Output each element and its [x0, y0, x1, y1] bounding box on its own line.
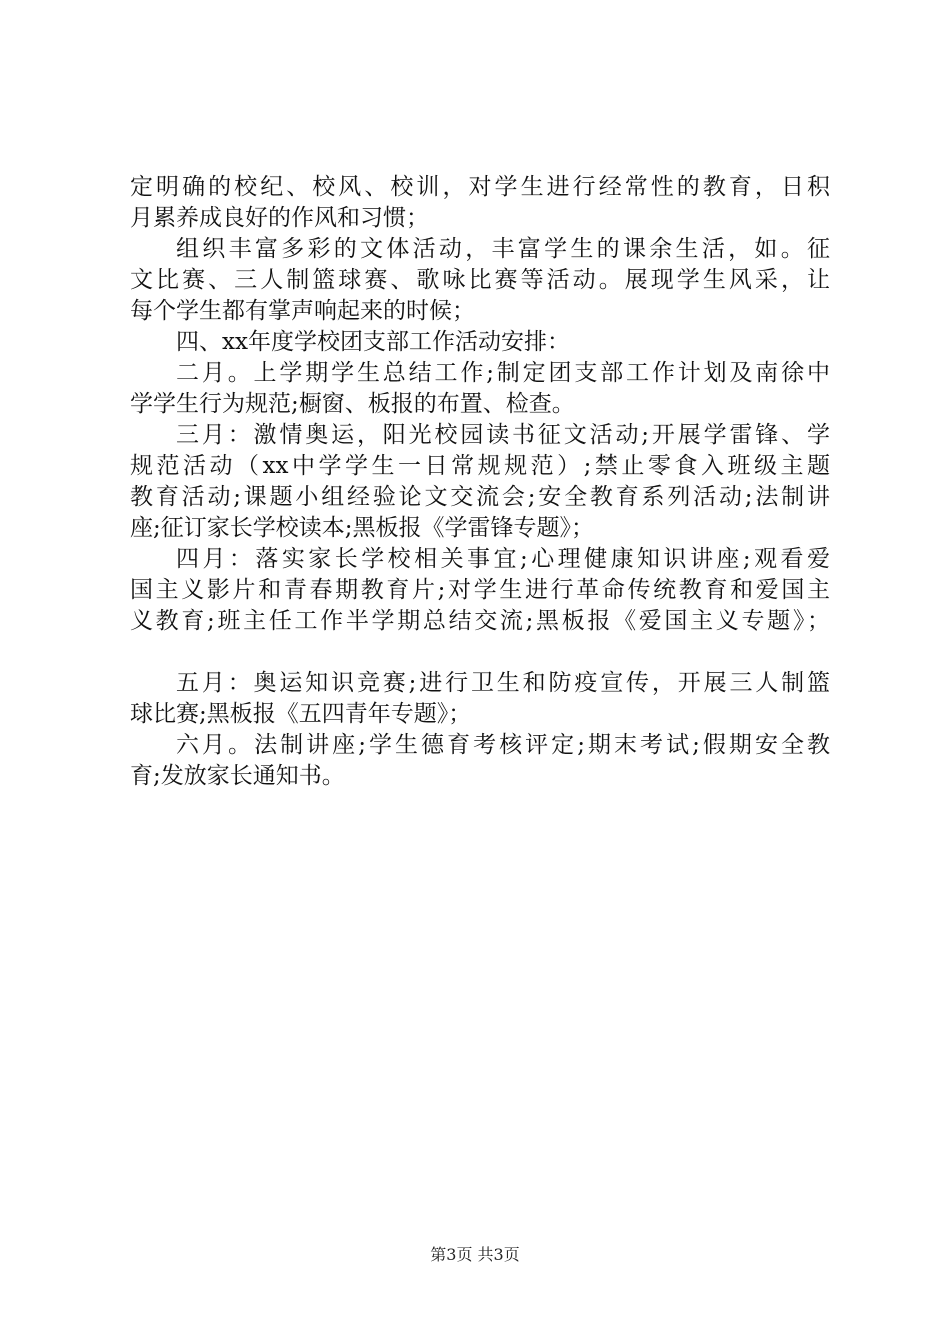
- body-line: 三月：激情奥运，阳光校园读书征文活动;开展学雷锋、学: [176, 422, 830, 448]
- body-line: 学学生行为规范;橱窗、板报的布置、检查。: [130, 391, 575, 417]
- body-line: 每个学生都有掌声响起来的时候；: [130, 298, 475, 324]
- body-line: 五月：奥运知识竞赛;进行卫生和防疫宣传，开展三人制篮: [176, 670, 830, 696]
- document-body: [130, 172, 830, 792]
- paragraph-gap: [130, 637, 830, 668]
- body-line: 二月。上学期学生总结工作;制定团支部工作计划及南徐中: [176, 360, 830, 386]
- body-line: 六月。法制讲座;学生德育考核评定;期末考试;假期安全教: [176, 732, 830, 758]
- body-line: 国主义影片和青春期教育片;对学生进行革命传统教育和爱国主: [130, 577, 830, 603]
- body-line: 育;发放家长通知书。: [130, 763, 345, 789]
- page-number-footer: 第3页 共3页: [430, 1245, 520, 1264]
- body-line: 四月：落实家长学校相关事宜;心理健康知识讲座;观看爱: [176, 546, 830, 572]
- body-line: 义教育;班主任工作半学期总结交流;黑板报《爱国主义专题》；: [130, 608, 830, 634]
- body-line: 组织丰富多彩的文体活动，丰富学生的课余生活，如。征: [176, 236, 830, 262]
- body-line: 月累养成良好的作风和习惯；: [130, 205, 429, 231]
- body-line: 教育活动;课题小组经验论文交流会;安全教育系列活动;法制讲: [130, 484, 830, 510]
- body-line: 球比赛;黑板报《五四青年专题》；: [130, 701, 472, 727]
- body-line: 文比赛、三人制篮球赛、歌咏比赛等活动。展现学生风采，让: [130, 267, 830, 293]
- body-line: 规范活动（xx中学学生一日常规规范）;禁止零食入班级主题: [130, 453, 830, 479]
- body-line: 座;征订家长学校读本;黑板报《学雷锋专题》；: [130, 515, 594, 541]
- body-line: 定明确的校纪、校风、校训，对学生进行经常性的教育，日积: [130, 174, 830, 200]
- section-heading: 四、xx年度学校团支部工作活动安排：: [176, 329, 570, 355]
